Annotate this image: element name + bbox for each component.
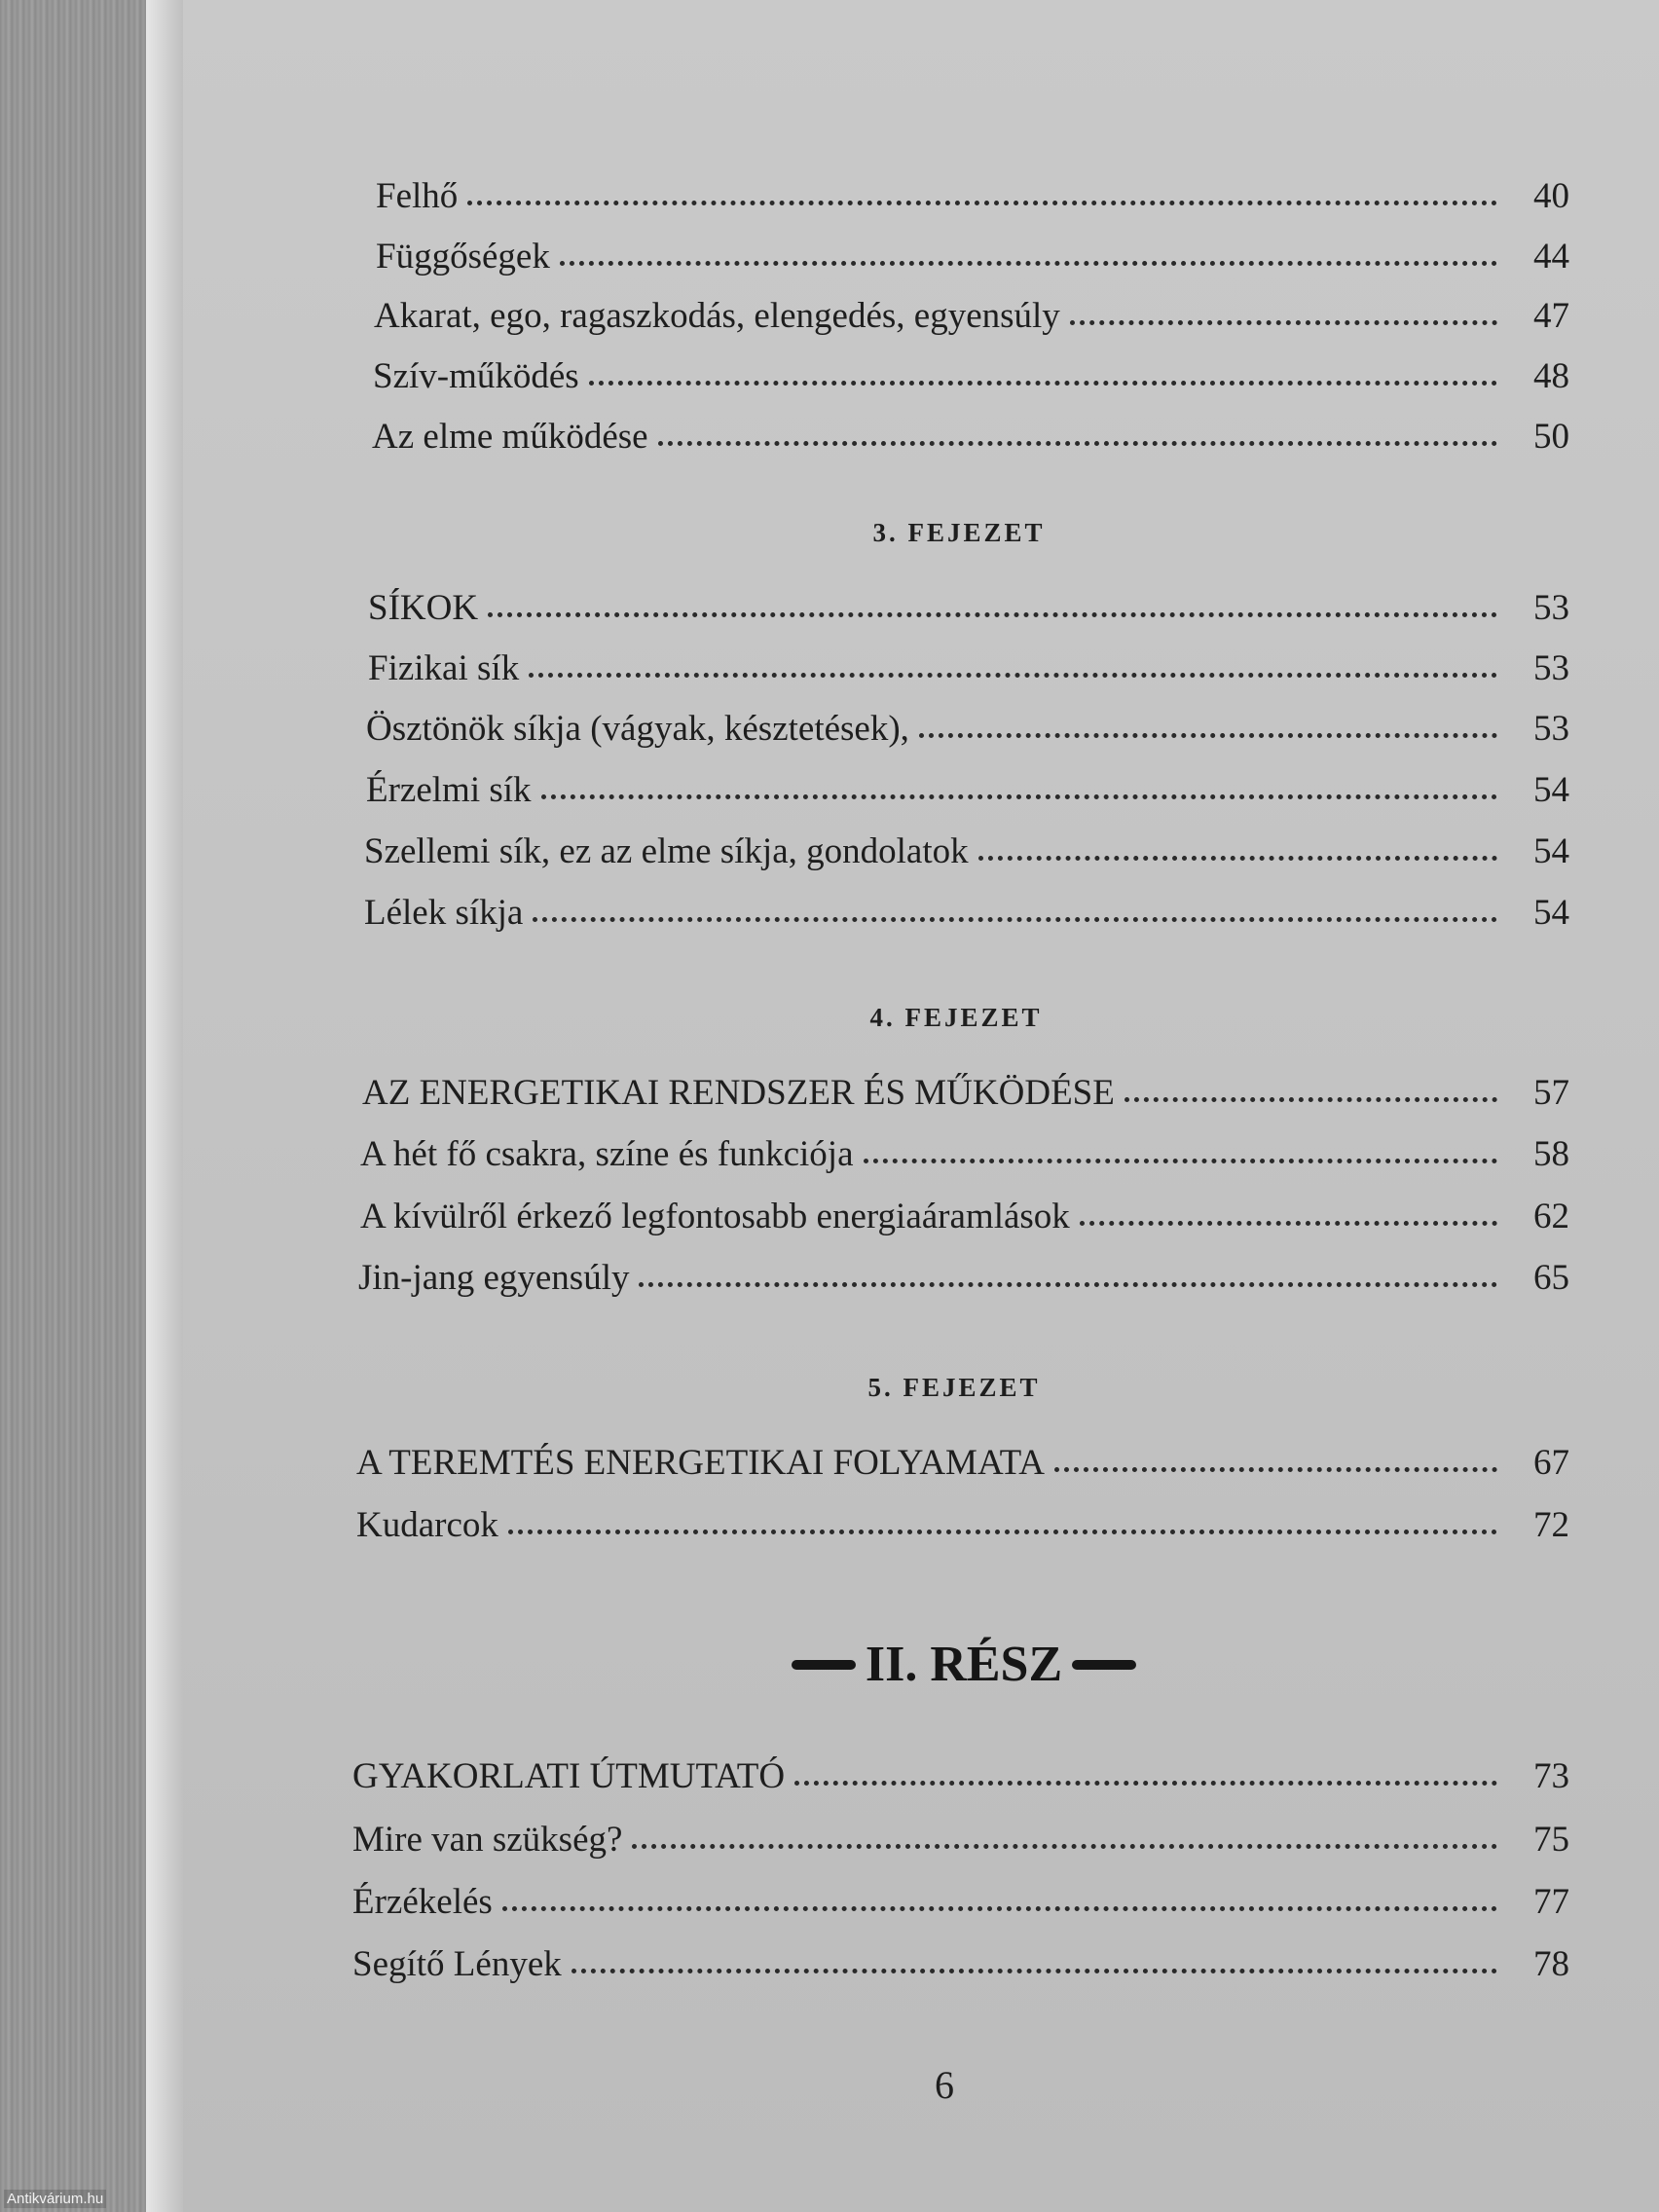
chapter-heading: 4. FEJEZET xyxy=(869,1003,1043,1032)
entry-page-number: 53 xyxy=(1533,648,1569,688)
dot-leader xyxy=(508,1530,1497,1534)
toc-entry xyxy=(360,1193,1569,1241)
toc-entry xyxy=(374,292,1569,341)
entry-title: Akarat, ego, ragaszkodás, elengedés, egyensúly xyxy=(374,296,1060,336)
part-heading xyxy=(759,1636,1168,1693)
entry-title: Kudarcok xyxy=(356,1505,498,1545)
entry-page-number: 44 xyxy=(1533,237,1569,276)
toc-entry xyxy=(368,645,1569,693)
entry-page-number: 40 xyxy=(1533,176,1569,216)
page-number: 6 xyxy=(935,2063,954,2107)
toc-entry xyxy=(366,705,1569,754)
entry-page-number: 58 xyxy=(1533,1134,1569,1174)
dot-leader xyxy=(571,1969,1497,1973)
dot-leader xyxy=(919,733,1497,738)
dot-leader xyxy=(639,1282,1497,1287)
entry-title: A TEREMTÉS ENERGETIKAI FOLYAMATA xyxy=(356,1443,1045,1483)
entry-title: Jin-jang egyensúly xyxy=(358,1258,630,1298)
toc-entry xyxy=(376,233,1569,281)
toc-entry xyxy=(368,584,1569,633)
entry-title: Szellemi sík, ez az elme síkja, gondolatok xyxy=(364,831,969,871)
entry-page-number: 48 xyxy=(1533,356,1569,396)
entry-title: Érzékelés xyxy=(352,1882,493,1922)
entry-page-number: 54 xyxy=(1533,831,1569,871)
dot-leader xyxy=(589,381,1497,386)
entry-page-number: 62 xyxy=(1533,1197,1569,1236)
dot-leader xyxy=(978,856,1497,861)
entry-title: A kívülről érkező legfontosabb energiaáramlások xyxy=(360,1197,1070,1236)
toc-entry xyxy=(356,1501,1569,1550)
entry-page-number: 53 xyxy=(1533,588,1569,628)
toc-entry xyxy=(358,1254,1569,1303)
chapter-heading: 3. FEJEZET xyxy=(872,518,1046,547)
toc-entry xyxy=(352,1878,1569,1927)
dot-leader xyxy=(560,261,1497,266)
toc-entry xyxy=(352,1940,1569,1989)
dot-leader xyxy=(502,1906,1497,1911)
dot-leader xyxy=(467,201,1497,205)
dot-leader xyxy=(533,917,1497,922)
dot-leader xyxy=(1080,1221,1497,1226)
entry-page-number: 75 xyxy=(1533,1820,1569,1860)
ornament-dash-left xyxy=(792,1660,856,1670)
dot-leader xyxy=(541,794,1497,799)
entry-page-number: 54 xyxy=(1533,770,1569,810)
entry-title: Felhő xyxy=(376,176,459,216)
toc-entry xyxy=(352,1816,1569,1864)
entry-title: Fizikai sík xyxy=(368,648,520,688)
entry-title: Segítő Lények xyxy=(352,1944,562,1984)
entry-title: Szív-működés xyxy=(373,356,579,396)
watermark: Antikvárium.hu xyxy=(4,2190,106,2208)
dot-leader xyxy=(1070,320,1497,325)
dot-leader xyxy=(488,612,1497,617)
entry-page-number: 65 xyxy=(1533,1258,1569,1298)
toc-entry xyxy=(364,828,1569,876)
entry-page-number: 73 xyxy=(1533,1756,1569,1796)
entry-page-number: 78 xyxy=(1533,1944,1569,1984)
entry-page-number: 50 xyxy=(1533,417,1569,457)
entry-page-number: 77 xyxy=(1533,1882,1569,1922)
dot-leader xyxy=(794,1781,1497,1786)
toc-entry xyxy=(373,352,1569,401)
entry-title: Mire van szükség? xyxy=(352,1820,623,1860)
dot-leader xyxy=(1054,1467,1497,1472)
entry-page-number: 47 xyxy=(1533,296,1569,336)
toc-entry xyxy=(362,1069,1569,1118)
toc-entry xyxy=(352,1752,1569,1801)
dot-leader xyxy=(529,673,1497,678)
toc-entry xyxy=(366,766,1569,815)
entry-page-number: 67 xyxy=(1533,1443,1569,1483)
dot-leader xyxy=(864,1159,1497,1163)
entry-title: Érzelmi sík xyxy=(366,770,532,810)
entry-title: Ösztönök síkja (vágyak, késztetések), xyxy=(366,709,909,749)
ornament-dash-right xyxy=(1072,1660,1136,1670)
part-title: II. RÉSZ xyxy=(865,1637,1063,1692)
dot-leader xyxy=(632,1844,1497,1849)
entry-page-number: 53 xyxy=(1533,709,1569,749)
dot-leader xyxy=(658,441,1497,446)
entry-title: AZ ENERGETIKAI RENDSZER ÉS MŰKÖDÉSE xyxy=(362,1073,1115,1113)
dot-leader xyxy=(1124,1097,1497,1102)
toc-entry xyxy=(356,1439,1569,1488)
entry-title: Függőségek xyxy=(376,237,550,276)
entry-title: A hét fő csakra, színe és funkciója xyxy=(360,1134,854,1174)
entry-title: Lélek síkja xyxy=(364,893,524,933)
toc-entry xyxy=(360,1130,1569,1179)
toc-entry xyxy=(372,413,1569,461)
entry-title: Az elme működése xyxy=(372,417,648,457)
entry-title: SÍKOK xyxy=(368,588,479,628)
entry-title: GYAKORLATI ÚTMUTATÓ xyxy=(352,1756,786,1796)
toc-entry xyxy=(376,172,1569,221)
toc-entry xyxy=(364,889,1569,938)
entry-page-number: 57 xyxy=(1533,1073,1569,1113)
chapter-heading: 5. FEJEZET xyxy=(867,1373,1041,1402)
entry-page-number: 54 xyxy=(1533,893,1569,933)
entry-page-number: 72 xyxy=(1533,1505,1569,1545)
